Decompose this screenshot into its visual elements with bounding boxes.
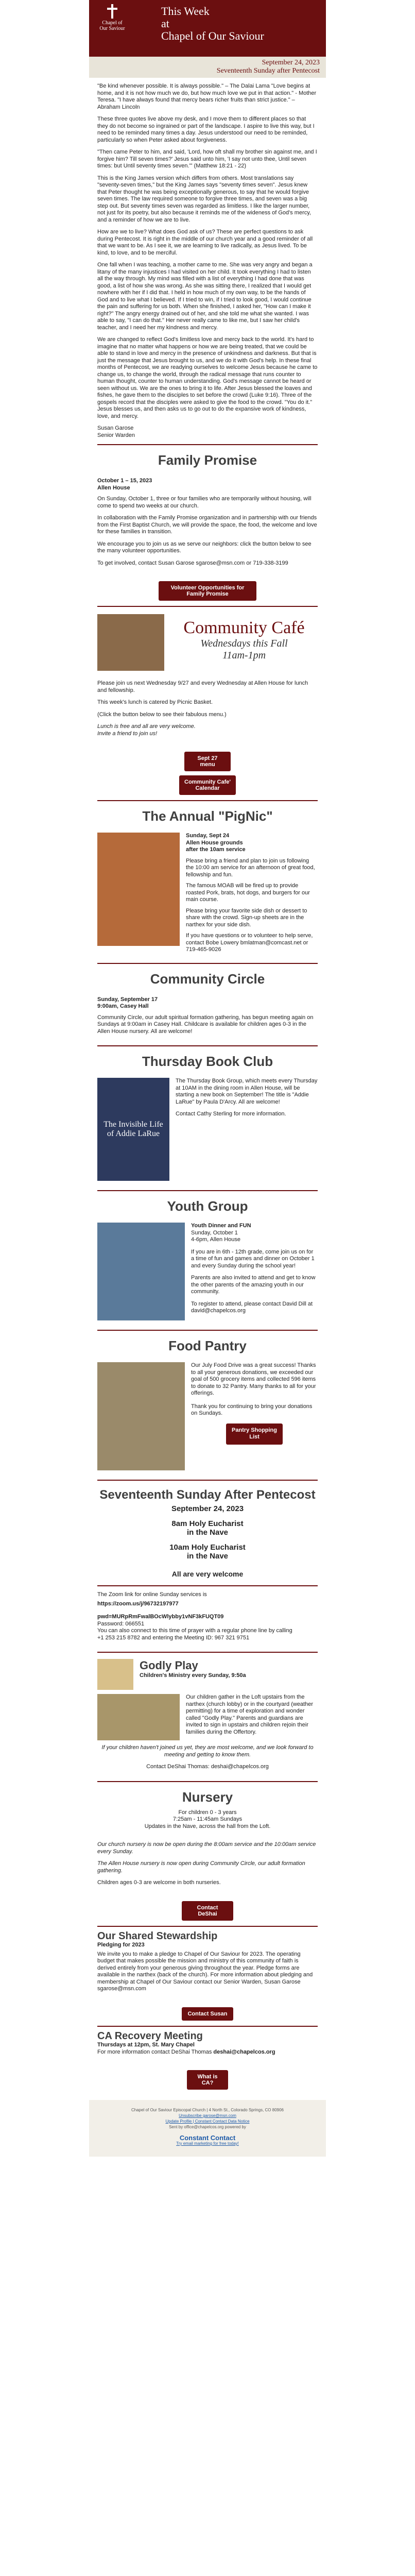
pignic-p4: If you have questions or to volunteer to help serve, contact Bobe Lowery bmlatman@comcast.net or 719-465-9026 [186, 933, 313, 953]
chapel-logo[interactable] [94, 4, 130, 34]
cafe-section [89, 607, 326, 795]
stewardship-section [89, 1927, 326, 2021]
cafe-p2: This week's lunch is catered by Picnic Basket. [97, 699, 213, 705]
book-cover [97, 1078, 169, 1181]
book-section [89, 1046, 326, 1185]
logo-line1: Chapel of [102, 20, 123, 26]
cafe-calendar-button[interactable]: Community Cafe' Calendar [179, 775, 236, 795]
family-promise-place: Allen House [97, 484, 130, 491]
circle-section [89, 964, 326, 1046]
recovery-section [89, 2027, 326, 2090]
services-section [89, 1481, 326, 1578]
nursery-section [89, 1782, 326, 1921]
family-promise-title: Family Promise [158, 452, 257, 468]
stewardship-sub: Pledging for 2023 [97, 1942, 145, 1948]
circle-p1: Community Circle, our adult spiritual formation gathering, has begun meeting again on Sundays at 9:00am in Casey Hall. Childcare is available for children ages 0-3 in the Allen House nursery. All are welcome! [97, 1014, 314, 1035]
stewardship-p1: We invite you to make a pledge to Chapel of Our Saviour for 2023. The operating budget that makes possible the mission and ministry of this community of faith is derived entirely from your generous giving throughout the year. Pledge forms are available in the narthex (back of the church). For more information about pledging and membership at Chapel of Our Saviour contact our Senior Warden, Susan Garose sgarose@msn.com [97, 1951, 313, 1992]
recovery-sub: Thursdays at 12pm, St. Mary Chapel [97, 2042, 195, 2048]
recovery-p1: For more information contact DeShai Thomas [97, 2048, 214, 2055]
godly-play-title: Godly Play [140, 1659, 198, 1672]
zoom-password: Password: 066551 [97, 1620, 145, 1627]
zoom-pwd: pwd=MURpRmFwalBOcWlybby1vNF3kFUQT09 [97, 1614, 224, 1620]
try-email-link[interactable]: Try email marketing for free today! [176, 2141, 239, 2146]
youth-p2: Parents are also invited to attend and get to know the other parents of the amazing youth in our community. [191, 1275, 316, 1295]
pignic-title: The Annual "PigNic" [142, 808, 273, 824]
intro-p5: How are we to live? What does God ask of us? These are perfect questions to ask during Pentecost. It is right in the middle of our church year and a good reminder of all that we want to be. As I see it, we are learning to live radically, as Jesus lived. To be kind, to love, and to be merciful. [97, 229, 313, 256]
cafe-menu-button[interactable]: Sept 27 menu [184, 752, 231, 771]
family-promise-p4: To get involved, contact Susan Garose sgarose@msn.com or 719-338-3199 [97, 560, 288, 566]
circle-date: Sunday, September 17 [97, 996, 158, 1003]
logo-text [94, 20, 130, 31]
intro-p6: One fall when I was teaching, a mother came to me. She was very angry and began a litany of the many injustices I had visited on her child. It took everything I had to listen all the way through. My mind was filled with a list of everything I had done that was good, a list of how she was wrong. As she was sitting there, I realized that I would get nowhere with her if I did that. I held in how much of my own way, to be the hands of God and to live what I believed. If I tried to win, if I tried to look good, I would continue the pain and suffering for us both. When she finished, I asked her, "How can I make it right?" The angry energy drained out of her, and she told me what she wanted. I was able to say, "I can do that." Her never really came to like me, but I saw her child's teacher, and I need her my kindness and mercy. [97, 262, 313, 331]
newsletter [89, 0, 326, 2157]
intro-p3: "Then came Peter to him, and said, 'Lord, how oft shall my brother sin against me, and I forgive him? Till seven times?' Jesus said unto him, 'I say not unto thee, Until seven times: but Until seventy times seven.'" (Matthew 18:21 - 22) [97, 149, 317, 169]
stewardship-title: Our Shared Stewardship [97, 1930, 218, 1942]
signature-title: Senior Warden [97, 432, 135, 438]
footer [89, 2100, 326, 2157]
zoom-phone-text: You can also connect to this time of prayer with a regular phone line by calling [97, 1628, 292, 1634]
cafe-p5: Invite a friend to join us! [97, 730, 158, 737]
service-8am: 8am Holy Eucharist [171, 1519, 244, 1528]
youth-image [97, 1223, 185, 1320]
contact-susan-button[interactable]: Contact Susan [182, 2007, 233, 2021]
nursery-l1: For children 0 - 3 years [178, 1809, 237, 1816]
godly-play-section [89, 1653, 326, 1781]
youth-l2: Sunday, October 1 [191, 1229, 238, 1236]
cafe-p1: Please join us next Wednesday 9/27 and every Wednesday at Allen House for lunch and fellowship. [97, 680, 308, 693]
family-promise-p1: On Sunday, October 1, three or four families who are temporarily without housing, will come to spend two weeks at our church. [97, 496, 312, 509]
services-title: Seventeenth Sunday After Pentecost [99, 1488, 316, 1502]
title-line3: Chapel of Our Saviour [161, 29, 264, 42]
pantry-image [97, 1362, 185, 1470]
zoom-section [89, 1586, 326, 1652]
service-10am: 10am Holy Eucharist [169, 1543, 246, 1552]
intro-p7: We are changed to reflect God's limitless love and mercy back to the world. It's hard to imagine that no matter what happens or how we are being treated, that we could be able to stand in love and mercy in the presence of unkindness and darkness. But that is just the message that Jesus brought to us, and we do it with God's help. In these final months of Pentecost, we are readying ourselves to welcome Jesus because he came to change us, to change the world, through the radical message that runs counter to human thought, counter to human understanding. God's message cannot be heard or seen without us. We are the ones to bring it to life. After Jesus blessed the loaves and fishes, he gave them to the disciples to set before the crowd (Luke 9:16). Three of the gospels record that the disciples were asked to give the food to the crowd. "You do it." Jesus blesses us, and then asks us to go out to do the expansive work of kindness, love, and mercy. [97, 336, 318, 419]
unsubscribe-link[interactable]: Unsubscribe garose@msn.com [179, 2113, 236, 2118]
services-date: September 24, 2023 [171, 1504, 244, 1513]
contact-deshai-button[interactable]: Contact DeShai [182, 1901, 233, 1921]
cafe-p4: Lunch is free and all are very welcome. [97, 723, 196, 730]
godly-play-contact: Contact DeShai Thomas: deshai@chapelcos.org [146, 1764, 269, 1770]
godly-play-photo [97, 1694, 180, 1740]
book-title: Thursday Book Club [142, 1054, 273, 1069]
family-promise-section [89, 445, 326, 601]
header-title [161, 5, 264, 42]
youth-p1: If you are in 6th - 12th grade, come join us on for a time of fun and games and dinner on October 1 and every Sunday during the school year! [191, 1248, 315, 1269]
update-profile-link[interactable]: Update Profile | Constant Contact Data Notice [165, 2119, 250, 2124]
godly-play-p2: If your children haven't joined us yet, they are most welcome, and we look forward to meeting and getting to know them. [101, 1744, 314, 1758]
family-promise-p3: We encourage you to join us as we serve our neighbors: click the button below to see the many volunteer opportunities. [97, 540, 312, 554]
cafe-sub2: 11am-1pm [222, 650, 266, 661]
zoom-phone: +1 253 215 8782 and entering the Meeting ID: 967 321 9751 [97, 1634, 250, 1641]
book-cover-text: The Invisible Life of Addie LaRue [103, 1120, 163, 1138]
family-promise-date: October 1 – 15, 2023 [97, 478, 152, 484]
pignic-image [97, 833, 180, 946]
issue-date: September 24, 2023 [262, 59, 320, 66]
youth-title: Youth Group [167, 1198, 248, 1214]
pignic-p1: Please bring a friend and plan to join us following the 10:00 am service for an afternoon of great food, fellowship and fun. [186, 857, 315, 878]
pantry-section [89, 1331, 326, 1475]
godly-play-image [97, 1659, 133, 1690]
cafe-sub1: Wednesdays this Fall [200, 638, 288, 649]
pignic-p3: Please bring your favorite side dish or dessert to share with the crowd. Sign-up sheets are in the narthex for your side dish. [186, 907, 307, 928]
pignic-p2: The famous MOAB will be fired up to provide roasted Pork, brats, hot dogs, and burgers for our main course. [186, 883, 310, 903]
signature-name: Susan Garose [97, 425, 134, 431]
title-line2: at [161, 17, 169, 30]
cafe-p3: (Click the button below to see their fabulous menu.) [97, 711, 227, 718]
pantry-list-button[interactable]: Pantry Shopping List [226, 1423, 283, 1445]
pignic-section [89, 801, 326, 958]
godly-play-sub: Children's Ministry every Sunday, 9:50a [140, 1672, 246, 1679]
issue-occasion: Seventeenth Sunday after Pentecost [216, 67, 320, 75]
nursery-title: Nursery [182, 1789, 233, 1805]
service-8am-place: in the Nave [186, 1528, 229, 1537]
youth-l3: 4-6pm, Allen House [191, 1236, 240, 1243]
zoom-link[interactable]: https://zoom.us/j/96732197977 [97, 1600, 179, 1607]
pignic-date: Sunday, Sept 24 [186, 833, 230, 839]
logo-line2: Our Saviour [99, 26, 125, 31]
recovery-title: CA Recovery Meeting [97, 2030, 203, 2042]
title-line1: This Week [161, 5, 210, 18]
circle-title: Community Circle [150, 971, 265, 987]
header [89, 0, 326, 57]
pantry-p2: Thank you for continuing to bring your donations on Sundays. [191, 1403, 313, 1416]
youth-l1: Youth Dinner and FUN [191, 1223, 251, 1229]
zoom-text: The Zoom link for online Sunday services is [97, 1591, 207, 1598]
constant-contact-logo[interactable]: Constant Contact [179, 2134, 236, 2142]
intro-p4: This is the King James version which differs from others. Most translations say "seventy-seven times," but the King James says "seventy times seven". Jesus knew that Peter thought he was being exceptionally generous, to say that he would forgive seven times. The law required someone to forgive three times, and seven was a big step out. But seventy times seven was regarded as limitless. I like the larger number, not just for its poetry, but also because it reminds me of the wideness of God's mercy, and a reminder of how we are to live. [97, 175, 311, 223]
cross-icon [105, 4, 119, 19]
volunteer-button[interactable]: Volunteer Opportunities for Family Promise [159, 581, 256, 601]
circle-time: 9:00am, Casey Hall [97, 1003, 149, 1009]
godly-play-p1: Our children gather in the Loft upstairs from the narthex (church lobby) or in the courtyard (weather permitting) for a time of exploration and wonder called "Godly Play." Parents and guardians are invited to sign in upstairs and children rejoin their families during the Offertory. [186, 1694, 314, 1735]
youth-section [89, 1191, 326, 1325]
services-welcome: All are very welcome [171, 1570, 244, 1578]
what-is-ca-button[interactable]: What is CA? [187, 2070, 228, 2090]
intro-p2: These three quotes live above my desk, and I move them to different places so that they do not become so ingrained or part of the landscape. I aspire to live this way, but I need to be reminded many times a day. Jesus understood our need to be reminded, particularly so when Peter asked about forgiveness. [97, 116, 315, 143]
intro-p1: "Be kind whenever possible. It is always possible." – The Dalai Lama "Love begins at home, and it is not how much we do, but how much love we put in that action." - Mother Teresa. "I have always found that mercy bears richer fruits than strict justice." – Abraham Lincoln [97, 83, 317, 110]
intro-letter [89, 78, 326, 444]
cafe-image [97, 614, 164, 671]
nursery-p3: Children ages 0-3 are welcome in both nurseries. [97, 1879, 221, 1886]
nursery-p1: Our church nursery is now be open during the 8:00am service and the 10:00am service every Sunday. [97, 1841, 316, 1855]
date-bar [89, 57, 326, 78]
pignic-time: after the 10am service [186, 846, 246, 853]
book-p1: The Thursday Book Group, which meets every Thursday at 10AM in the dining room in Allen House, will be starting a new book on September! The title is "Addie LaRue" by Paula D'Arcy. All are welcome! [176, 1078, 318, 1105]
footer-address: Chapel of Our Saviour Episcopal Church | 4 North St., Colorado Springs, CO 80906 [131, 2108, 284, 2112]
service-10am-place: in the Nave [186, 1552, 229, 1561]
pantry-title: Food Pantry [168, 1338, 247, 1353]
youth-p3: To register to attend, please contact David Dill at david@chapelcos.org [191, 1300, 313, 1314]
footer-sent-by: Sent by office@chapelcos.org powered by [169, 2125, 246, 2129]
pantry-p1: Our July Food Drive was a great success! Thanks to all your generous donations, we exceeded our goal of 500 grocery items and collected 596 items to donate to 32 Pantry. Many thanks to all for your offerings. [191, 1362, 316, 1396]
nursery-l3: Updates in the Nave, across the hall from the Loft. [144, 1823, 271, 1829]
nursery-l2: 7:25am - 11:45am Sundays [172, 1816, 243, 1822]
pignic-place: Allen House grounds [186, 839, 243, 846]
family-promise-p2: In collaboration with the Family Promise organization and in partnership with our friends from the First Baptist Church, we will provide the space, the food, the welcome and love for these families in transition. [97, 515, 317, 535]
cafe-title: Community Café [183, 618, 305, 637]
book-contact[interactable]: Contact Cathy Sterling for more information. [176, 1111, 286, 1117]
recovery-email[interactable]: deshai@chapelcos.org [213, 2048, 275, 2055]
nursery-p2: The Allen House nursery is now open during Community Circle, our adult formation gathering. [97, 1860, 305, 1874]
